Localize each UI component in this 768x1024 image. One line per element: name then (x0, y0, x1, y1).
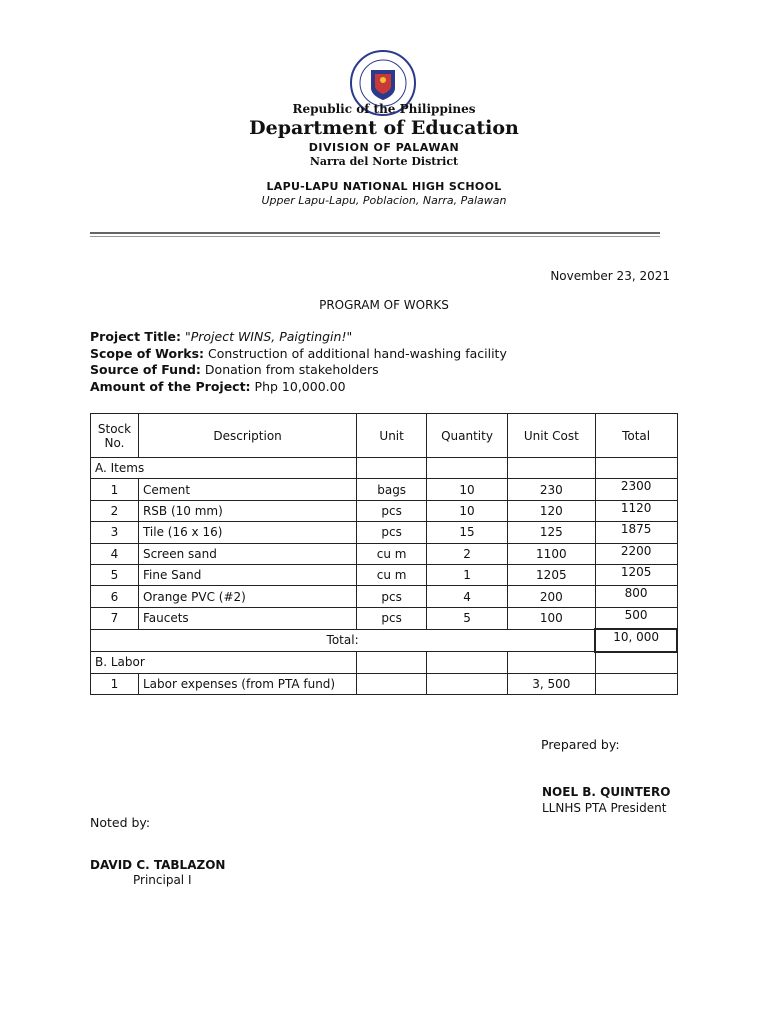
project-title-label: Project Title: (90, 329, 181, 344)
section-a-label: A. Items (91, 458, 357, 479)
table-row: 4 Screen sand cu m 2 1100 2200 (91, 543, 678, 564)
section-b-row (91, 652, 678, 674)
section-b-label: B. Labor (91, 652, 357, 674)
noted-by-name: DAVID C. TABLAZON (90, 858, 226, 872)
header-unit-cost: Unit Cost (507, 414, 595, 458)
header-stock-no: Stock No. (91, 414, 139, 458)
scope-value: Construction of additional hand-washing facility (208, 346, 507, 361)
total-row (91, 629, 678, 651)
table-row: 1 Labor expenses (from PTA fund) 3, 500 (91, 673, 678, 694)
district-line: Narra del Norte District (309, 155, 459, 168)
table-header-row (91, 414, 678, 458)
project-title-value: "Project WINS, Paigtingin!" (184, 329, 353, 344)
table-row: 2 RSB (10 mm) pcs 10 120 1120 (91, 500, 678, 521)
prepared-by-label: Prepared by: (541, 737, 620, 752)
table-row: 6 Orange PVC (#2) pcs 4 200 800 (91, 586, 678, 607)
scope-label: Scope of Works: (90, 346, 205, 361)
amount-label: Amount of the Project: (90, 379, 251, 394)
table-row: 3 Tile (16 x 16) pcs 15 125 1875 (91, 522, 678, 543)
amount-line (90, 379, 346, 394)
table-row: 5 Fine Sand cu m 1 1205 1205 (91, 564, 678, 585)
prepared-by-role: LLNHS PTA President (542, 801, 667, 815)
noted-by-label: Noted by: (90, 815, 151, 830)
total-label: Total: (91, 629, 596, 651)
school-address: Upper Lapu-Lapu, Poblacion, Narra, Palawan (261, 194, 507, 207)
header-total: Total (595, 414, 677, 458)
prepared-by-name: NOEL B. QUINTERO (542, 785, 671, 799)
republic-line: Republic of the Philippines (292, 102, 476, 116)
header-description: Description (138, 414, 356, 458)
document-date: November 23, 2021 (550, 269, 670, 283)
division-line: DIVISION OF PALAWAN (308, 141, 460, 154)
project-title-line (90, 329, 352, 344)
works-table (90, 413, 678, 695)
header-unit: Unit (357, 414, 427, 458)
amount-value: Php 10,000.00 (254, 379, 346, 394)
fund-value: Donation from stakeholders (204, 362, 379, 377)
school-name: LAPU-LAPU NATIONAL HIGH SCHOOL (266, 180, 502, 193)
table-row: 7 Faucets pcs 5 100 500 (91, 607, 678, 629)
scope-line (90, 346, 507, 361)
document-title: PROGRAM OF WORKS (319, 298, 449, 312)
section-a-row (91, 458, 678, 479)
header-divider (90, 232, 660, 234)
noted-by-role: Principal I (133, 873, 192, 887)
department-title: Department of Education (249, 117, 519, 139)
table-row: 1 Cement bags 10 230 2300 (91, 479, 678, 500)
header-quantity: Quantity (427, 414, 508, 458)
total-value: 10, 000 (595, 629, 677, 651)
header-divider-thin (90, 236, 660, 237)
fund-line (90, 362, 379, 377)
fund-label: Source of Fund: (90, 362, 201, 377)
